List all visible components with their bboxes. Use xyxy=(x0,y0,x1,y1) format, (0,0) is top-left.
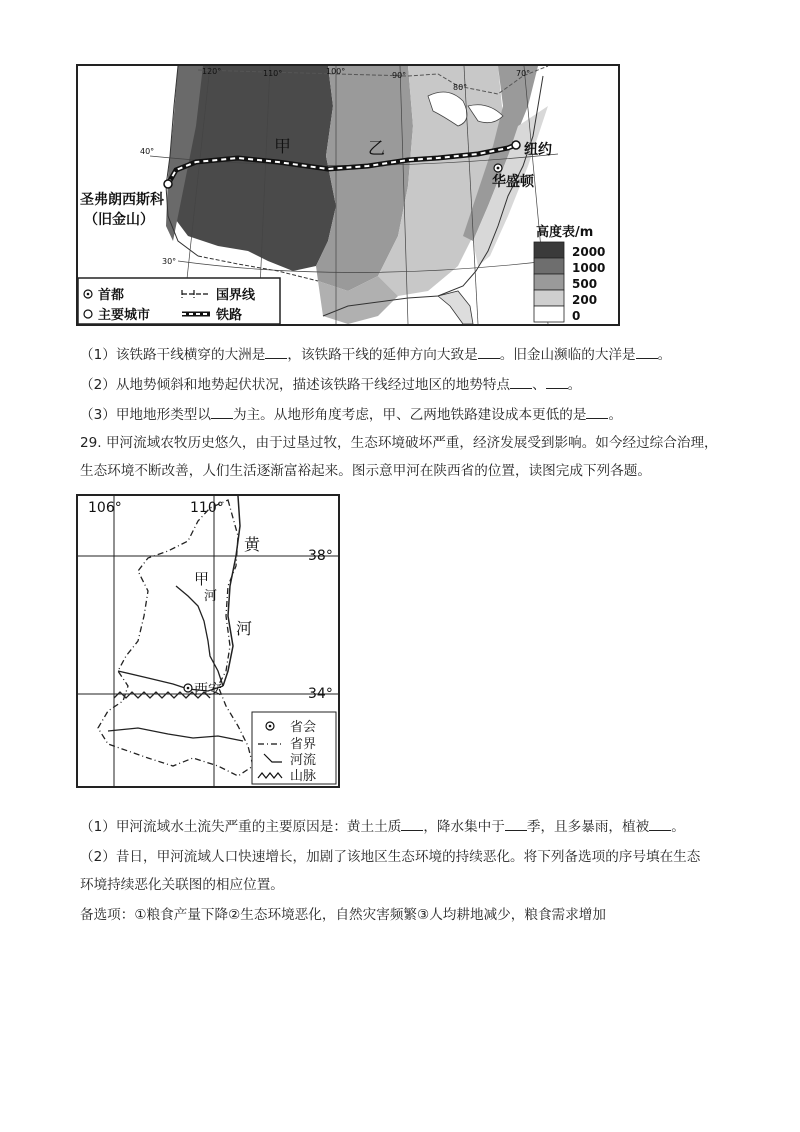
shaanxi-map xyxy=(76,494,340,788)
label-he: 河 xyxy=(236,619,253,638)
elevation-legend xyxy=(534,242,564,322)
answer-blank[interactable] xyxy=(510,376,532,389)
answer-blank[interactable] xyxy=(649,818,671,831)
answer-blank[interactable] xyxy=(636,346,658,359)
lat-label-30: 30° xyxy=(162,257,177,266)
lon-label-70: 70° xyxy=(516,69,531,78)
lat-34-label: 34° xyxy=(308,686,333,702)
washington-dot xyxy=(497,167,500,170)
answer-blank[interactable] xyxy=(546,376,568,389)
legend-city-symbol xyxy=(84,310,92,318)
legend-border-label: 省界 xyxy=(290,737,317,752)
florida xyxy=(438,291,473,324)
elevation-legend-title: 高度表/m xyxy=(536,225,594,240)
lon-110-label: 110° xyxy=(190,500,224,516)
legend-river-label: 河流 xyxy=(290,753,317,768)
q28-part2: （2）从地势倾斜和地势起伏状况，描述该铁路干线经过地区的地势特点 、 。 xyxy=(80,377,582,393)
label-new-york: 纽约 xyxy=(524,142,552,158)
lat-label-40: 40° xyxy=(140,147,155,156)
label-washington: 华盛顿 xyxy=(492,174,534,190)
legend-rail-label: 铁路 xyxy=(216,308,243,323)
san-francisco-marker xyxy=(164,180,172,188)
label-xian: 西安 xyxy=(194,682,222,698)
us-railway-map xyxy=(76,64,620,326)
q28-part1: （1）该铁路干线横穿的大洲是 ，该铁路干线的延伸方向大致是 。旧金山濒临的大洋是 。 xyxy=(80,347,672,363)
elev-2000: 2000 xyxy=(572,245,606,259)
q29-part2-line2: 环境持续恶化关联图的相应位置。 xyxy=(80,877,284,893)
label-he-small: 河 xyxy=(204,589,218,604)
legend-capital-label: 省会 xyxy=(290,720,317,735)
label-huang: 黄 xyxy=(244,535,261,554)
legend-border-label: 国界线 xyxy=(216,288,256,303)
label-jia: 甲 xyxy=(274,137,291,157)
label-jia: 甲 xyxy=(194,570,210,588)
q29-part2-line1: （2）昔日，甲河流域人口快速增长，加剧了该地区生态环境的持续恶化。将下列备选项的序号填在生态 xyxy=(80,849,701,865)
q29-options: 备选项：①粮食产量下降②生态环境恶化，自然灾害频繁③人均耕地减少，粮食需求增加 xyxy=(80,907,606,923)
label-san-francisco: 圣弗朗西斯科 xyxy=(80,192,164,208)
yellow-river xyxy=(223,496,240,686)
lon-106-label: 106° xyxy=(88,500,122,516)
legend-capital-label: 首都 xyxy=(98,288,125,303)
lon-label-100: 100° xyxy=(326,67,346,76)
han-river xyxy=(108,728,243,741)
lat-38-label: 38° xyxy=(308,548,333,564)
label-yi: 乙 xyxy=(368,139,385,159)
us-map-svg xyxy=(78,66,618,324)
lon-label-110: 110° xyxy=(263,69,283,78)
q29-intro-line2: 生态环境不断改善，人们生活逐渐富裕起来。图示意甲河在陕西省的位置，读图完成下列各题。 xyxy=(80,463,651,479)
elev-0: 0 xyxy=(572,309,581,323)
label-old-gold-mountain: （旧金山） xyxy=(84,212,154,228)
q29-intro-line1: 29. 甲河流域农牧历史悠久，由于过垦过牧，生态环境破坏严重，经济发展受到影响。如今经过综合治理， xyxy=(80,435,718,451)
elev-200: 200 xyxy=(572,293,598,307)
elev-1000: 1000 xyxy=(572,261,606,275)
answer-blank[interactable] xyxy=(211,406,233,419)
legend-mountain-label: 山脉 xyxy=(290,769,317,784)
answer-blank[interactable] xyxy=(586,406,608,419)
answer-blank[interactable] xyxy=(478,346,500,359)
q29-part1: （1）甲河流域水土流失严重的主要原因是：黄土土质 ，降水集中于 季，且多暴雨，植被 。 xyxy=(80,819,685,835)
answer-blank[interactable] xyxy=(401,818,423,831)
q28-part3: （3）甲地地形类型以 为主。从地形角度考虑，甲、乙两地铁路建设成本更低的是 。 xyxy=(80,407,623,423)
new-york-marker xyxy=(512,141,520,149)
answer-blank[interactable] xyxy=(505,818,527,831)
answer-blank[interactable] xyxy=(265,346,287,359)
lon-label-80: 80° xyxy=(453,83,468,92)
elev-500: 500 xyxy=(572,277,598,291)
lon-label-90: 90° xyxy=(392,71,407,80)
shaanxi-map-svg xyxy=(78,496,338,786)
legend-city-label: 主要城市 xyxy=(98,308,151,323)
lon-label-120: 120° xyxy=(202,67,222,76)
